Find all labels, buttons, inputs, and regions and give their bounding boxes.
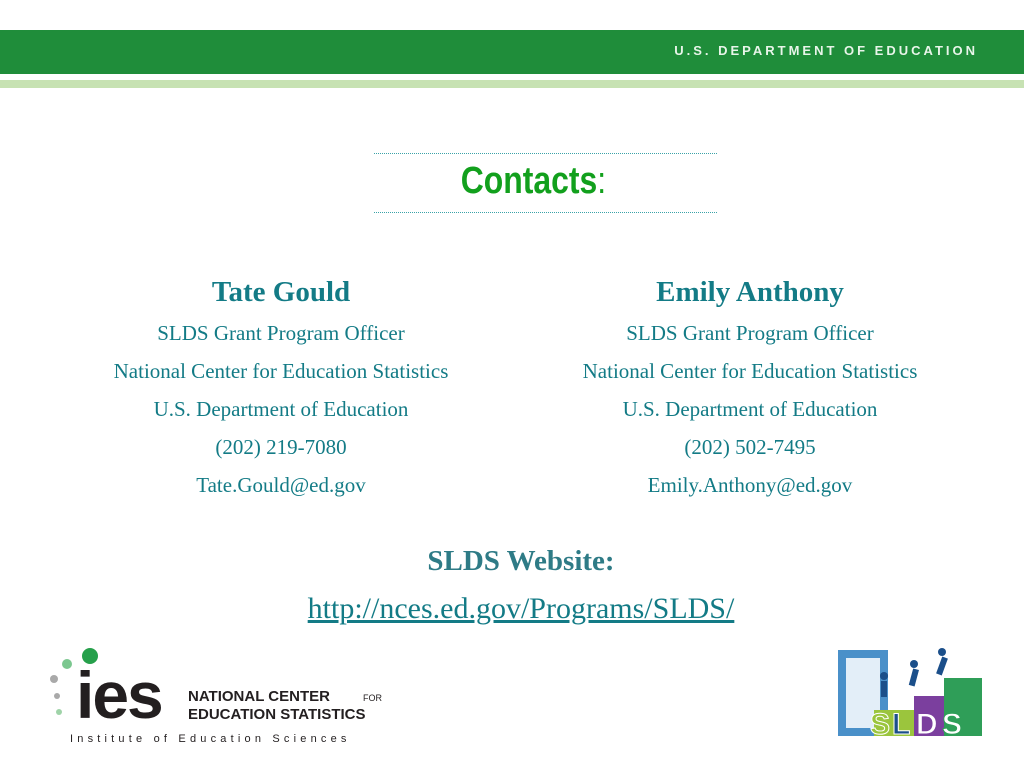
website-link[interactable]: http://nces.ed.gov/Programs/SLDS/ [307,592,735,625]
contact-phone: (202) 502-7495 [684,435,816,459]
contact-organization: National Center for Education Statistics [113,359,449,383]
header-accent-stripe [0,80,1024,88]
slds-letter-l: L [892,708,911,738]
contact-role: SLDS Grant Program Officer [626,321,874,345]
ies-wordmark: ies [76,658,162,732]
slds-letter-s2: S [942,708,963,738]
contact-department: U.S. Department of Education [153,397,409,421]
department-name: U.S. DEPARTMENT OF EDUCATION [674,43,978,58]
contact-card-tate-gould [46,272,516,504]
contact-email[interactable]: Emily.Anthony@ed.gov [647,473,853,497]
contact-name: Emily Anthony [656,276,844,308]
slds-logo [836,648,986,738]
ies-national-center: NATIONAL CENTER [188,688,330,705]
ies-education-statistics: EDUCATION STATISTICS [188,706,366,723]
title-bottom-rule [374,212,717,213]
ies-dot-pale [56,709,62,715]
title-top-rule [374,153,717,154]
ies-dot-tiny [54,693,60,699]
slds-letter-d: D [916,708,938,738]
slide-title-text: Contacts [460,160,598,202]
slide-title-colon: : [597,160,607,202]
contact-email[interactable]: Tate.Gould@ed.gov [196,473,366,497]
contact-name: Tate Gould [211,276,351,308]
header-bar [0,30,1024,74]
slide-title [85,160,981,203]
contact-phone: (202) 219-7080 [215,435,347,459]
ies-for: FOR [363,693,382,703]
contact-card-emily-anthony [515,272,985,504]
ies-logo [48,646,393,746]
contact-department: U.S. Department of Education [622,397,878,421]
slds-student-figures [880,648,948,697]
ies-tagline: Institute of Education Sciences [70,733,351,745]
website-label: SLDS Website: [427,545,615,577]
contact-organization: National Center for Education Statistics [582,359,918,383]
ies-dot-small [50,675,58,683]
contact-role: SLDS Grant Program Officer [157,321,405,345]
slds-letter-s1: S [870,708,891,738]
ies-dot-medium [62,659,72,669]
